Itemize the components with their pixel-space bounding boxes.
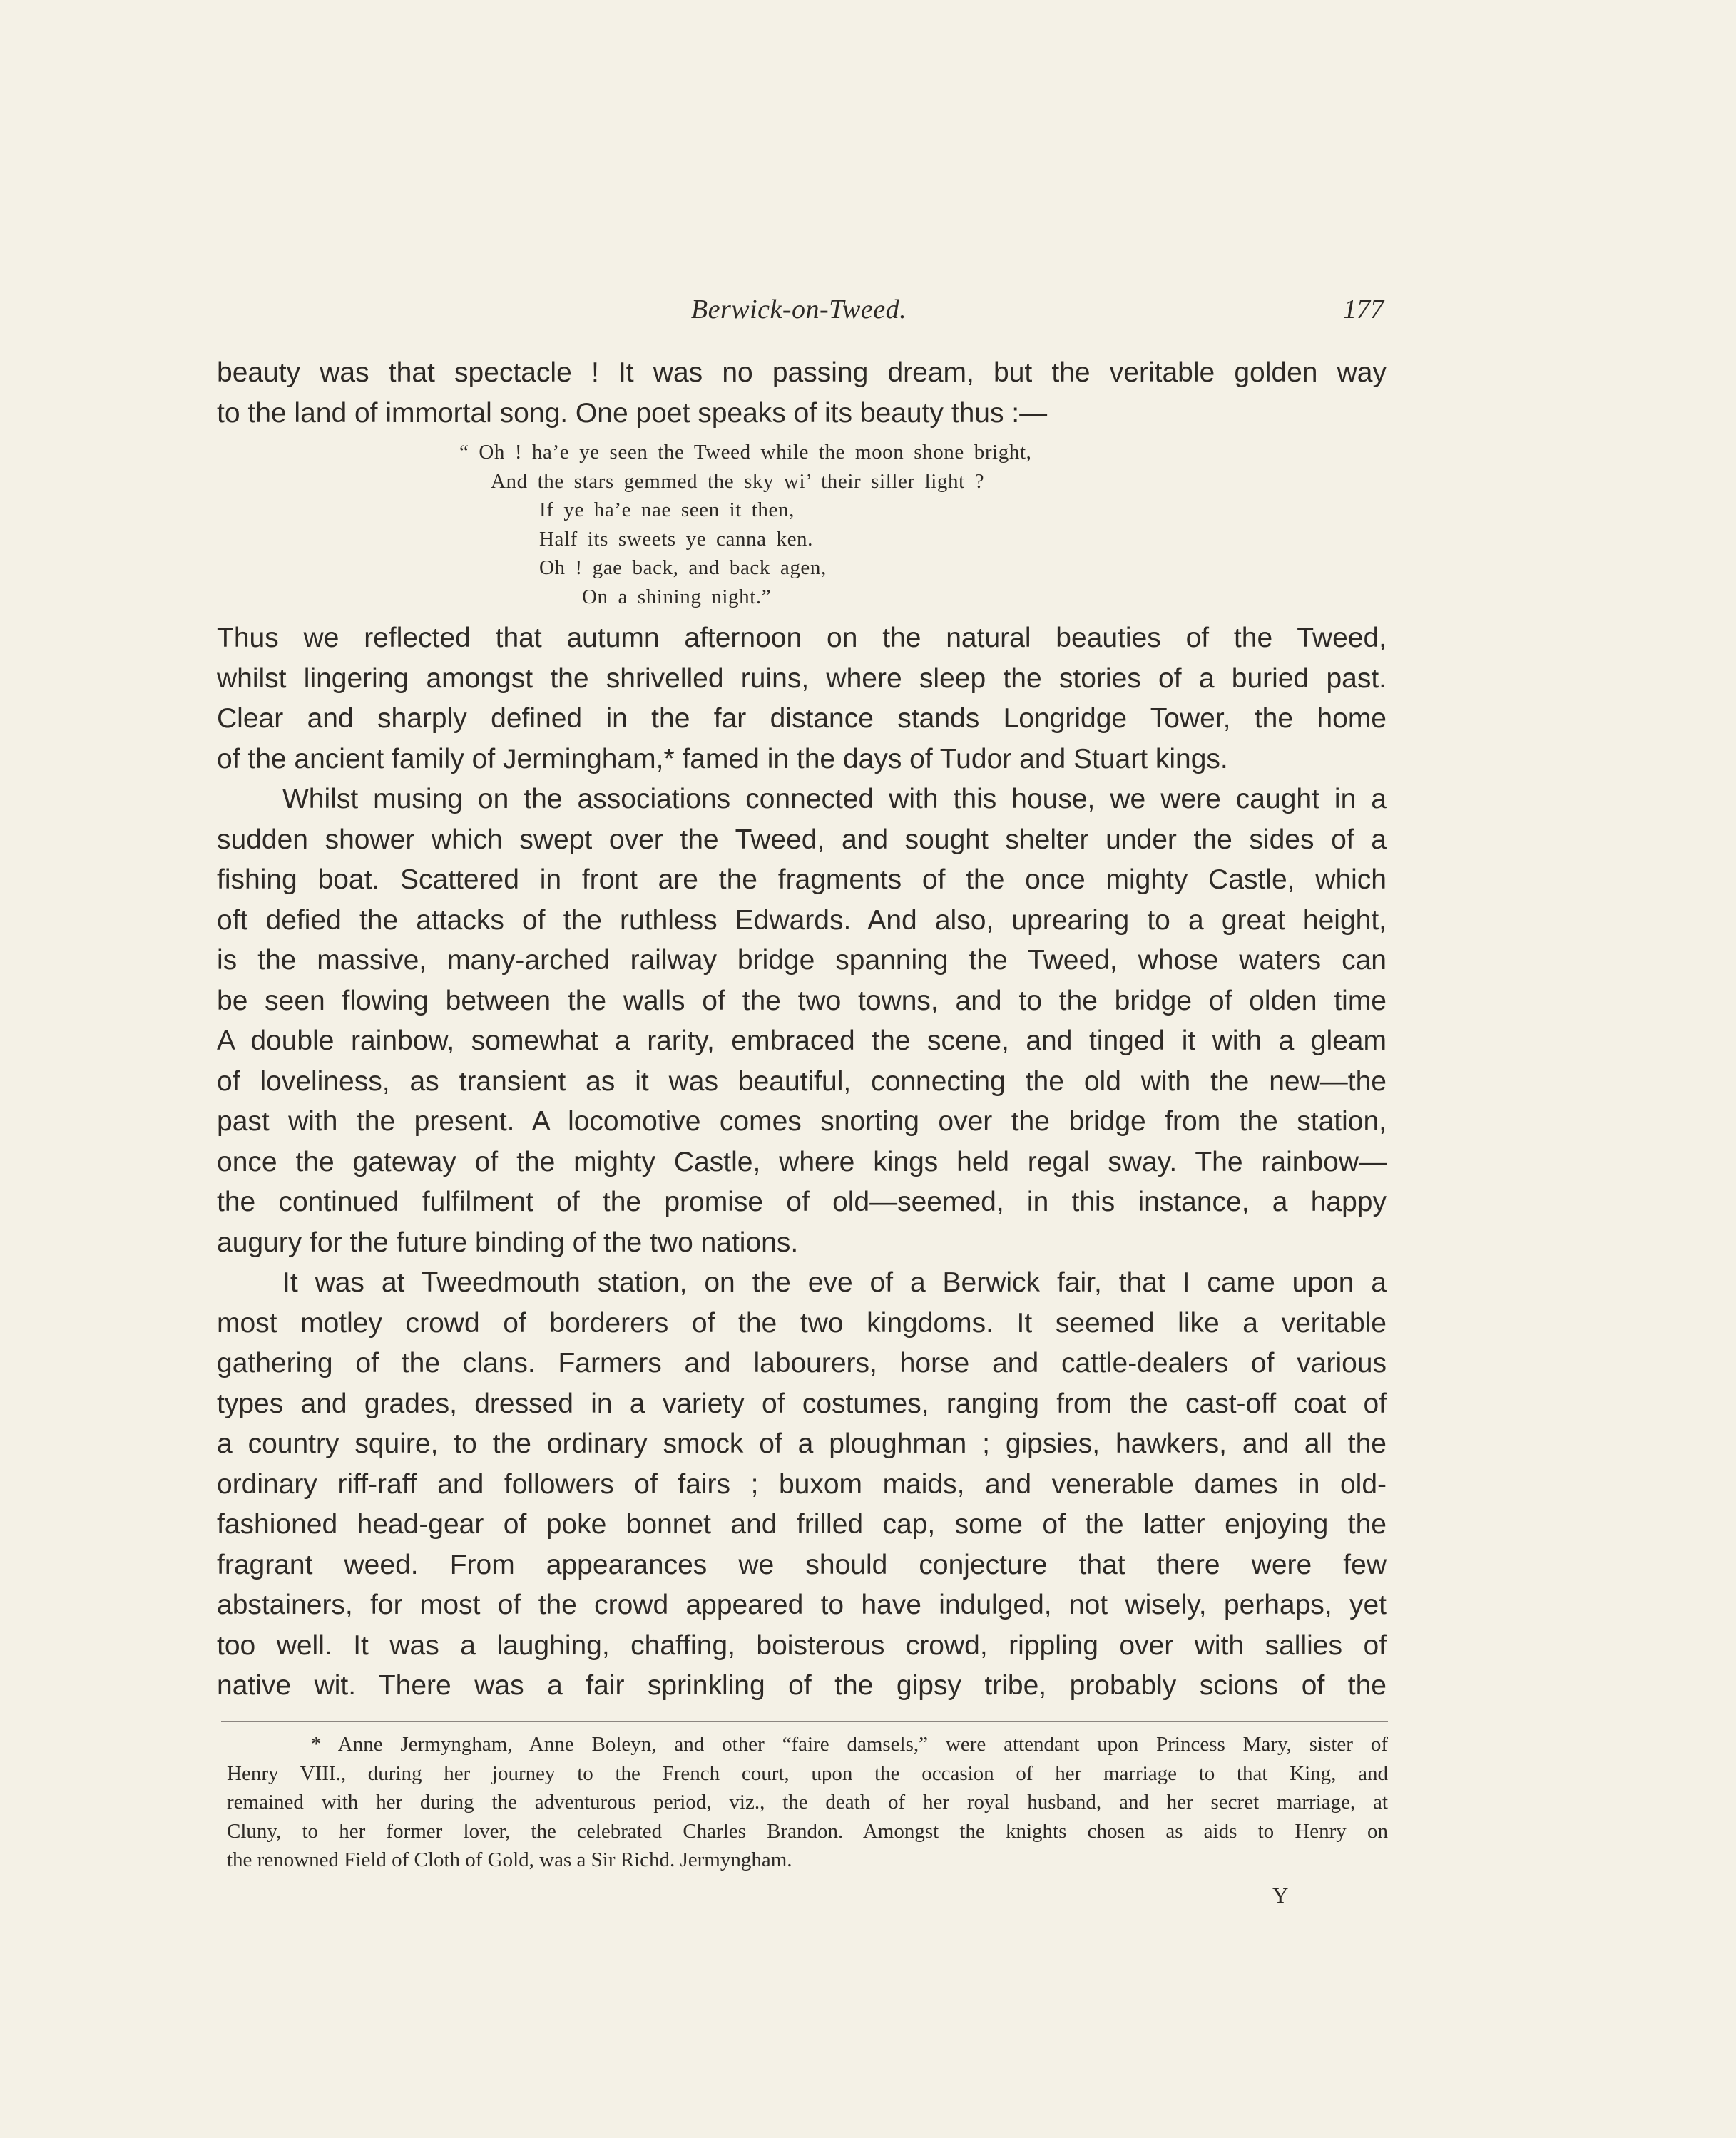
text-line: types and grades, dressed in a variety of costumes, ranging from the cast-off coat of bbox=[217, 1388, 1387, 1419]
text-line: past with the present. A locomotive comes snorting over the bridge from the station, bbox=[217, 1106, 1387, 1137]
running-head bbox=[214, 294, 1384, 329]
page-number: 177 bbox=[1343, 295, 1384, 324]
text-line: most motley crowd of borderers of the two kingdoms. It seemed like a veritable bbox=[217, 1307, 1387, 1339]
text-line: sudden shower which swept over the Tweed, and sought shelter under the sides of a bbox=[217, 824, 1387, 855]
text-line: Whilst musing on the associations connected with this house, we were caught in a bbox=[282, 784, 1387, 814]
text-line: whilst lingering amongst the shrivelled ruins, where sleep the stories of a buried past. bbox=[217, 663, 1387, 694]
text-line: It was at Tweedmouth station, on the eve of a Berwick fair, that I came upon a bbox=[282, 1267, 1387, 1298]
text-line: of loveliness, as transient as it was beautiful, connecting the old with the new—the bbox=[217, 1065, 1387, 1097]
footnote-line: Cluny, to her former lover, the celebrated Charles Brandon. Amongst the knights chosen as aids to Henry on bbox=[227, 1819, 1388, 1843]
text-line: native wit. There was a fair sprinkling of the gipsy tribe, probably scions of the bbox=[217, 1670, 1387, 1701]
text-line: fashioned head-gear of poke bonnet and frilled cap, some of the latter enjoying the bbox=[217, 1509, 1387, 1540]
poem-line: If ye ha’e nae seen it then, bbox=[539, 498, 795, 521]
text-line: fragrant weed. From appearances we should conjecture that there were few bbox=[217, 1549, 1387, 1580]
poem-line: Oh ! gae back, and back agen, bbox=[539, 556, 827, 579]
text-line: Clear and sharply defined in the far distance stands Longridge Tower, the home bbox=[217, 703, 1387, 734]
footnote-line: the renowned Field of Cloth of Gold, was a Sir Richd. Jermyngham. bbox=[227, 1848, 792, 1871]
paragraph-2 bbox=[217, 779, 1387, 1263]
text-line: augury for the future binding of the two nations. bbox=[217, 1227, 799, 1258]
body-text bbox=[217, 353, 1387, 1707]
text-line: abstainers, for most of the crowd appeared to have indulged, not wisely, perhaps, yet bbox=[217, 1590, 1387, 1620]
footnote-line: Henry VIII., during her journey to the French court, upon the occasion of her marriage to that King, and bbox=[227, 1761, 1388, 1785]
running-title: Berwick-on-Tweed. bbox=[690, 295, 907, 324]
footnote-line: * Anne Jermyngham, Anne Boleyn, and other “faire damsels,” were attendant upon Princess Mary, sister of bbox=[311, 1733, 1388, 1756]
signature-mark: Y bbox=[1272, 1883, 1289, 1908]
text-line: the continued fulfilment of the promise of old—seemed, in this instance, a happy bbox=[217, 1187, 1387, 1217]
text-line: oft defied the attacks of the ruthless Edwards. And also, uprearing to a great height, bbox=[217, 904, 1387, 936]
text-line: A double rainbow, somewhat a rarity, embraced the scene, and tinged it with a gleam bbox=[217, 1025, 1387, 1056]
paragraph-3 bbox=[217, 1263, 1387, 1707]
footnote-line: remained with her during the adventurous period, viz., the death of her royal husband, and her secret marriage, at bbox=[227, 1791, 1388, 1814]
paragraph-1 bbox=[217, 618, 1387, 779]
text-line: once the gateway of the mighty Castle, where kings held regal sway. The rainbow— bbox=[217, 1146, 1387, 1177]
text-line: to the land of immortal song. One poet speaks of its beauty thus :— bbox=[217, 397, 1048, 429]
text-line: gathering of the clans. Farmers and labourers, horse and cattle-dealers of various bbox=[217, 1348, 1387, 1379]
text-line: be seen flowing between the walls of the two towns, and to the bridge of olden time bbox=[217, 985, 1387, 1016]
text-line: is the massive, many-arched railway bridge spanning the Tweed, whose waters can bbox=[217, 945, 1387, 976]
poem-line: And the stars gemmed the sky wi’ their siller light ? bbox=[491, 469, 985, 493]
poem-quotation bbox=[217, 434, 1387, 618]
text-line: ordinary riff-raff and followers of fairs ; buxom maids, and venerable dames in old- bbox=[217, 1468, 1387, 1500]
text-line: too well. It was a laughing, chaffing, boisterous crowd, rippling over with sallies of bbox=[217, 1630, 1387, 1661]
poem-line: “ Oh ! ha’e ye seen the Tweed while the moon shone bright, bbox=[459, 441, 1032, 464]
poem-line: On a shining night.” bbox=[582, 585, 772, 608]
footnote bbox=[227, 1730, 1388, 1875]
text-line: fishing boat. Scattered in front are the fragments of the once mighty Castle, which bbox=[217, 864, 1387, 895]
text-line: a country squire, to the ordinary smock of a ploughman ; gipsies, hawkers, and all the bbox=[217, 1428, 1387, 1459]
poem-line: Half its sweets ye canna ken. bbox=[539, 527, 814, 551]
text-line: beauty was that spectacle ! It was no passing dream, but the veritable golden way bbox=[217, 357, 1387, 388]
footnote-divider bbox=[221, 1721, 1388, 1722]
text-line: Thus we reflected that autumn afternoon on the natural beauties of the Tweed, bbox=[217, 623, 1387, 653]
text-line: of the ancient family of Jermingham,* famed in the days of Tudor and Stuart kings. bbox=[217, 743, 1228, 774]
